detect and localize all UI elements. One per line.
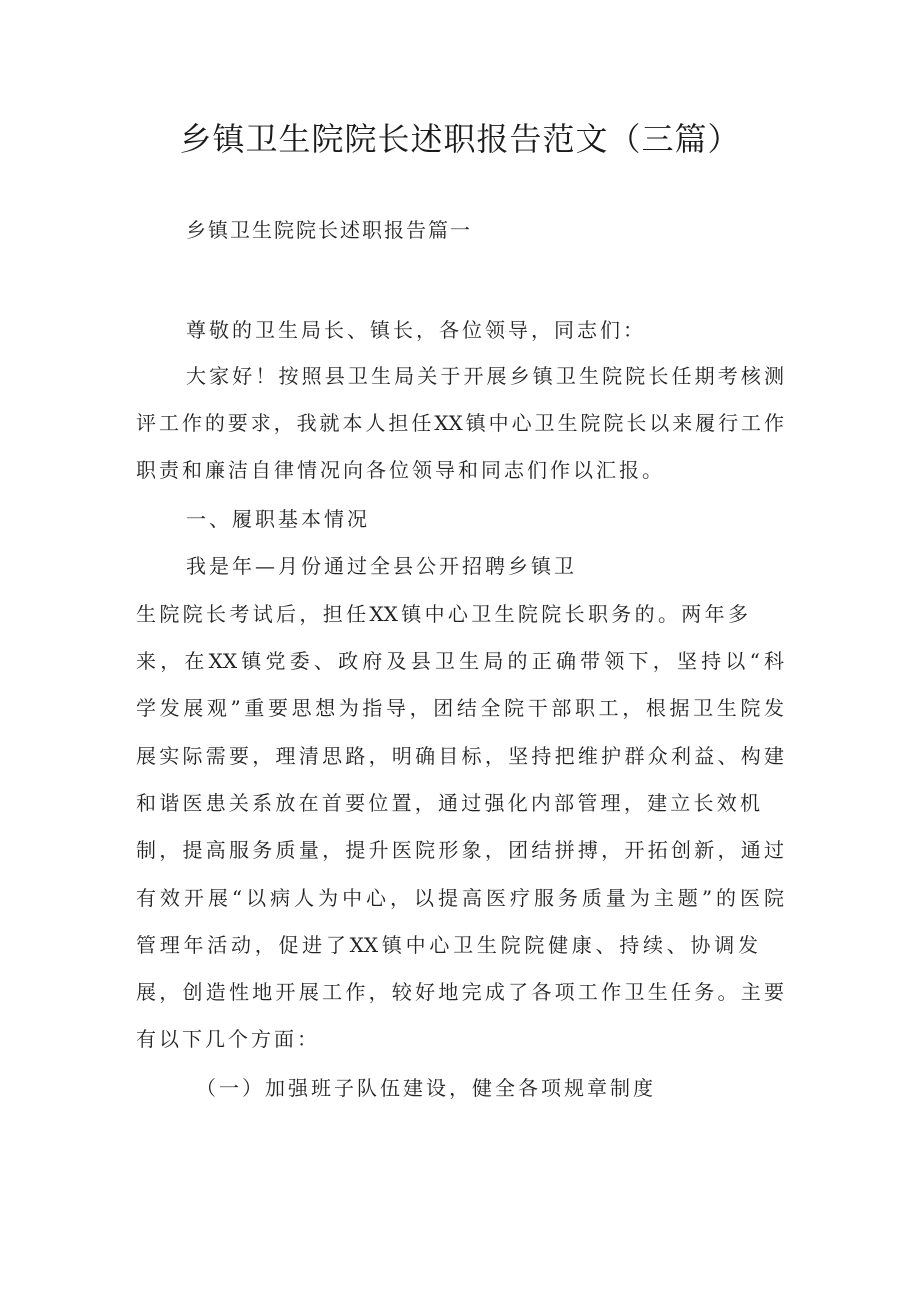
document-title: 乡镇卫生院院长述职报告范文（三篇） xyxy=(179,120,741,158)
paragraph-line: 我是年—月份通过全县公开招聘乡镇卫 xyxy=(186,554,577,578)
paragraph-line: 制，提高服务质量，提升医院形象，团结拼搏，开拓创新，通过 xyxy=(136,838,784,862)
paragraph-line: 和谐医患关系放在首要位置，通过强化内部管理，建立长效机 xyxy=(136,791,760,815)
paragraph-line: 大家好！按照县卫生局关于开展乡镇卫生院院长任期考核测 xyxy=(186,364,784,388)
section-subtitle: 乡镇卫生院院长述职报告篇一 xyxy=(186,218,472,242)
paragraph-line: 管理年活动，促进了XX镇中心卫生院院健康、持续、协调发 xyxy=(136,933,758,957)
paragraph-line: 有以下几个方面： xyxy=(136,1027,320,1051)
section-heading: 一、履职基本情况 xyxy=(186,507,370,531)
paragraph-line: 来，在XX镇党委、政府及县卫生局的正确带领下，坚持以“科 xyxy=(136,649,784,673)
paragraph-line: 职责和廉洁自律情况向各位领导和同志们作以汇报。 xyxy=(136,458,665,482)
paragraph-line: 生院院长考试后，担任XX镇中心卫生院院长职务的。两年多 xyxy=(136,602,748,626)
salutation-line: 尊敬的卫生局长、镇长，各位领导，同志们： xyxy=(186,318,646,342)
paragraph-line: 学发展观”重要思想为指导，团结全院干部职工，根据卫生院发 xyxy=(136,696,784,720)
paragraph-line: 展实际需要，理清思路，明确目标，坚持把维护群众利益、构建 xyxy=(136,744,784,768)
paragraph-line: 展，创造性地开展工作，较好地完成了各项工作卫生任务。主要 xyxy=(136,980,784,1004)
subsection-heading: （一）加强班子队伍建设，健全各项规章制度 xyxy=(196,1076,656,1100)
paragraph-line: 评工作的要求，我就本人担任XX镇中心卫生院院长以来履行工作 xyxy=(136,411,784,435)
paragraph-line: 有效开展“以病人为中心，以提高医疗服务质量为主题”的医院 xyxy=(136,886,784,910)
